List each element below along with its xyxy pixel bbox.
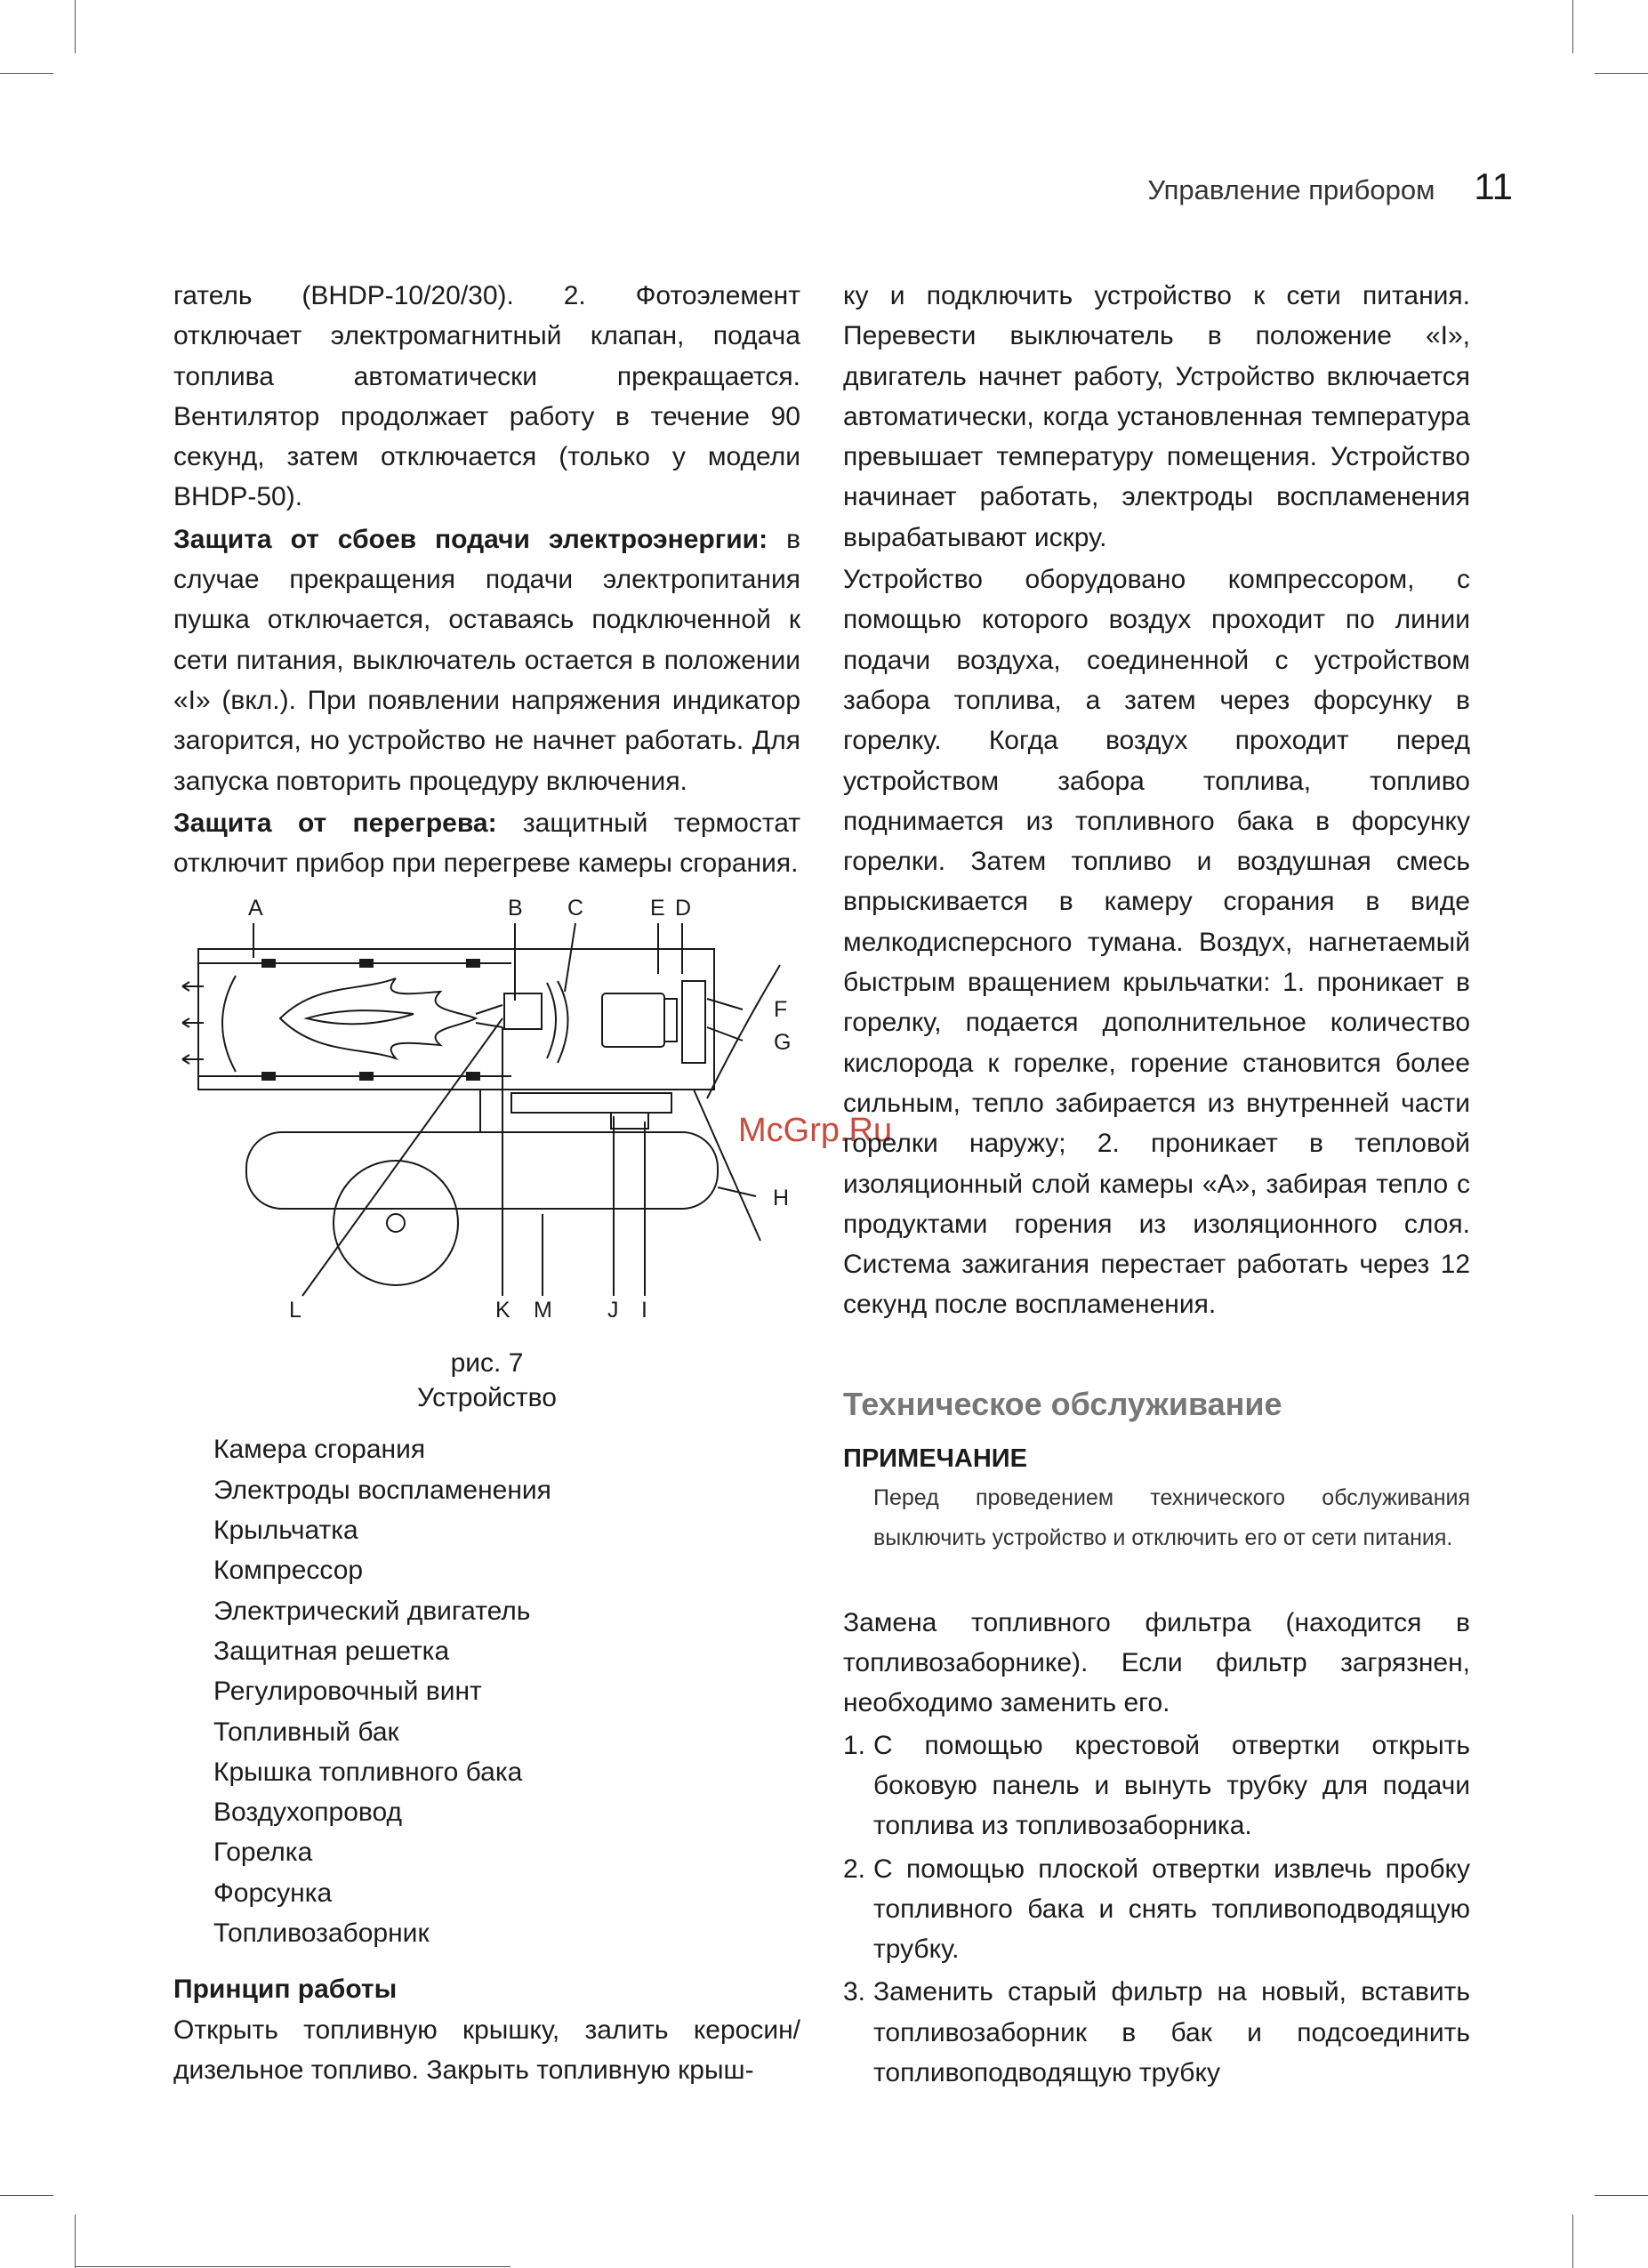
step-text: Заменить старый фильтр на новый, вставить топливозаборник в бак и подсоединить топливоподводящую трубку (873, 1977, 1470, 2087)
paragraph: ку и подключить устройство к сети питания. Перевести выключатель в положение «I», двигатель начнет работу, Устройство включается автоматически, когда установленная температура превышает температуру помещения. Устройство начинает работать, электроды воспламенения вырабатывают искру. (843, 281, 1470, 552)
label-d: D (675, 896, 692, 921)
crop-mark (75, 0, 76, 53)
label-f: F (774, 997, 788, 1023)
label-c: C (567, 896, 584, 921)
flame-guard (222, 976, 236, 1072)
wheel (334, 1161, 458, 1285)
list-item: Электроды воспламенения (213, 1475, 551, 1505)
list-item: Защитная решетка (213, 1636, 450, 1666)
device-diagram (173, 894, 800, 1330)
exhaust-arrow (182, 1018, 204, 1027)
step-number: 1. (843, 1730, 866, 1760)
list-item: Горелка (213, 1838, 313, 1868)
page-header (1147, 165, 1513, 208)
note-text: Перед проведением технического обслуживания выключить устройство и отключить его от сети питания. (873, 1484, 1470, 1550)
principle-text: Открыть топливную крышку, залить керосин/дизельное топливо. Закрыть топливную крыш- (173, 2015, 800, 2085)
flame-core (307, 1011, 414, 1025)
label-g: G (774, 1030, 792, 1056)
guard-grid (682, 981, 705, 1063)
maintenance-heading: Техническое обслуживание (843, 1385, 1282, 1422)
label-b: B (508, 896, 523, 921)
right-column (843, 276, 1470, 2095)
fan-blades (547, 981, 568, 1063)
list-item (843, 1725, 1470, 1846)
filter-paragraph: Замена топливного фильтра (находится в топливозаборнике). Если фильтр загрязнен, необходимо заменить его. (843, 1607, 1470, 1718)
exhaust-arrow (182, 1055, 204, 1064)
paragraph (173, 519, 800, 801)
caption-title: Устройство (417, 1383, 557, 1413)
step-number: 2. (843, 1854, 866, 1884)
label-j: J (607, 1298, 619, 1323)
label-l: L (289, 1298, 301, 1323)
note-title: ПРИМЕЧАНИЕ (843, 1444, 1027, 1473)
list-item: Регулировочный винт (213, 1677, 482, 1707)
power-failure-text: в случае прекращения подачи электропитания пушка отключается, оставаясь подключенной к сети питания, выключатель остается в положении «I» (вкл.). При появлении напряжения индикатор загорится, но устройство не начнет работать. Для запуска повторить процедуру включения. (173, 524, 800, 796)
burner-block (504, 993, 542, 1029)
list-item (843, 1849, 1470, 1970)
leader-line (302, 1018, 502, 1296)
list-item: Топливный бак (213, 1717, 399, 1747)
wheel-hub (387, 1214, 405, 1232)
power-failure-title: Защита от сбоев подачи электроэнергии: (173, 524, 768, 554)
list-item: Крышка топливного бака (213, 1757, 523, 1787)
caption-number: рис. 7 (450, 1348, 524, 1379)
parts-list (213, 1429, 800, 1953)
paragraph: Устройство оборудовано компрессором, с помощью которого воздух проходит по линии подачи воздуха, соединенной с устройством забора топлива, а затем через форсунку в горелку. Когда воздух проходит перед устройством забора топлива, топливо поднимается из топливного бака в форсунку горелки. Затем топливо и воздушная смесь впрыскивается в камеру сгорания в виде мелкодисперсного тумана. Воздух, нагнетаемый быстрым вращением крыльчатки: 1. проникает в горелку, подается дополнительное количество кислорода к горелке, горение становится более сильным, тепло забирается из внутренней части горелки наружу; 2. проникает в тепловой изоляционный слой камеры «А», забирая тепло с продуктами горения из изоляционного слоя. Система зажигания перестает работать через 12 секунд после воспламенения. (843, 565, 1470, 1320)
crop-mark (1595, 2195, 1648, 2196)
list-item: Камера сгорания (213, 1435, 426, 1465)
leader-line (707, 999, 743, 1009)
figure-caption (173, 1346, 800, 1415)
fuel-tank (246, 1132, 718, 1209)
paragraph (173, 803, 800, 884)
crop-mark (0, 2195, 53, 2196)
left-column (173, 276, 800, 2092)
list-item: Компрессор (213, 1556, 364, 1586)
paragraph: гатель (BHDP-10/20/30). 2. Фотоэлемент отключает электромагнитный клапан, подача топлива автоматически прекращается. Вентилятор продолжает работу в течение 90 секунд, затем отключается (только у модели BHDP-50). (173, 281, 800, 512)
list-item: Форсунка (213, 1878, 333, 1908)
leader-line (565, 923, 575, 992)
bottom-rule (75, 2266, 510, 2267)
steps-list (843, 1725, 1470, 2094)
leader-line (707, 1027, 743, 1041)
step-text: С помощью плоской отвертки извлечь пробку топливного бака и снять топливоподводящую трубку. (873, 1854, 1470, 1965)
motor-cap (664, 999, 677, 1042)
watermark: McGrp.Ru (738, 1112, 893, 1149)
heater-drawing (173, 894, 800, 1330)
overheat-text: защитный термостат отключит прибор при перегреве камеры сгорания. (173, 808, 800, 879)
list-item (843, 1972, 1470, 2093)
label-k: K (495, 1298, 510, 1323)
crop-mark (1595, 73, 1648, 74)
motor-body (602, 993, 664, 1047)
label-h: H (773, 1186, 790, 1211)
header-section-title: Управление прибором (1147, 174, 1435, 205)
tank-cap (611, 1113, 648, 1129)
housing-outline (198, 949, 714, 1090)
air-pipe (511, 1093, 671, 1113)
list-item: Крыльчатка (213, 1516, 358, 1546)
crop-mark (1572, 2215, 1573, 2268)
step-text: С помощью крестовой отвертки открыть боковую панель и вынуть трубку для подачи топлива из топливозаборника. (873, 1730, 1470, 1841)
label-m: M (534, 1298, 552, 1323)
label-i: I (641, 1298, 647, 1323)
crop-mark (1572, 0, 1573, 53)
list-item: Топливозаборник (213, 1918, 430, 1949)
list-item: Электрический двигатель (213, 1596, 531, 1626)
page-number: 11 (1474, 165, 1513, 207)
overheat-title: Защита от перегрева: (173, 808, 497, 838)
label-a: A (248, 896, 263, 921)
exhaust-arrow (182, 982, 204, 991)
crop-mark (75, 2215, 76, 2268)
label-e: E (650, 896, 665, 921)
crop-mark (0, 73, 53, 74)
step-number: 3. (843, 1977, 866, 2007)
list-item: Воздухопровод (213, 1798, 403, 1828)
principle-title: Принцип работы (173, 1974, 398, 2005)
